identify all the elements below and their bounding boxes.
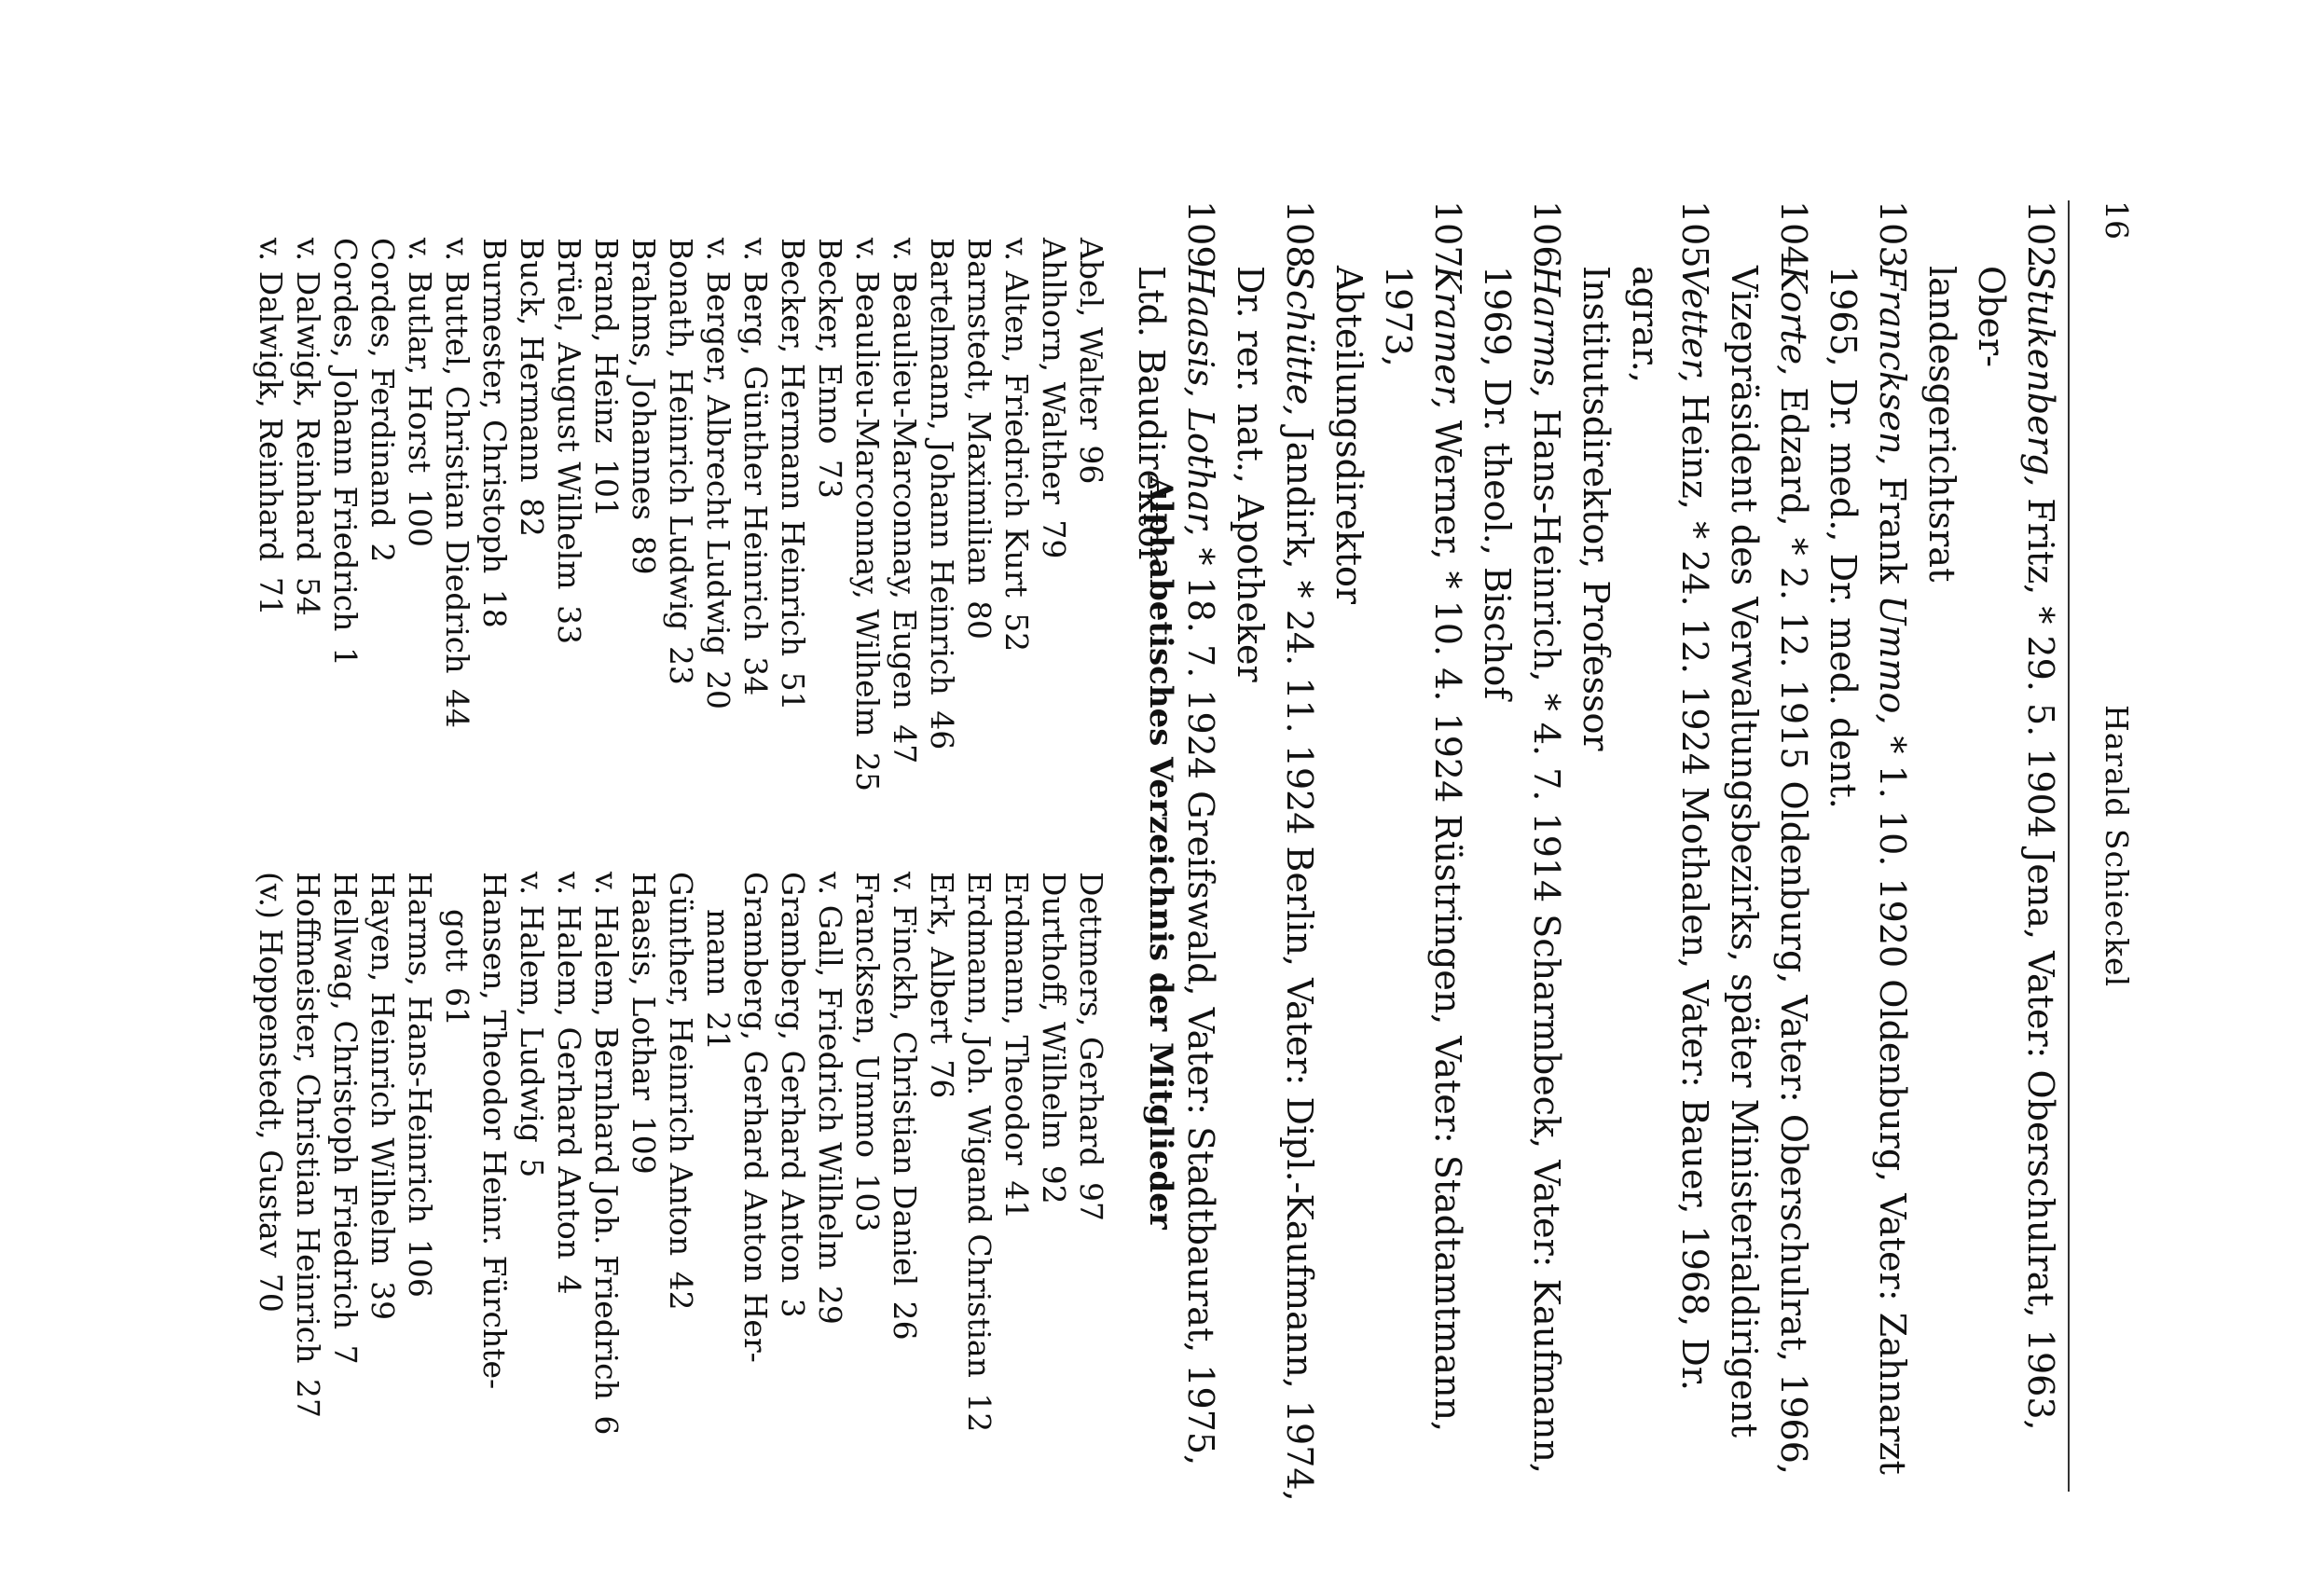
index-entry-name: Harms, Hans-Heinrich — [402, 872, 438, 1224]
index-entry — [326, 872, 364, 1468]
index-entry-name: Abel, Walter — [1073, 238, 1109, 430]
index-entry-number: 82 — [514, 498, 550, 538]
index-entry-name: mann — [700, 909, 736, 997]
index-entry-number: 26 — [887, 1300, 923, 1341]
section-title: Alphabetisches Verzeichnis der Mitglieder — [1142, 476, 1179, 1230]
index-entry — [364, 238, 401, 834]
index-entry — [326, 238, 364, 834]
index-column-left — [252, 238, 1109, 834]
index-entry-name: Erdmann, Joh. Wigand Christian — [961, 872, 998, 1378]
index-entry-name: Hayen, Heinrich Wilhelm — [365, 872, 401, 1266]
index-entry-number: 103 — [849, 1173, 886, 1232]
index-entry-number: 73 — [812, 459, 848, 499]
index-entry-name: Francksen, Ummo — [849, 872, 886, 1159]
index-entry-name: Gramberg, Gerhard Anton Her- — [737, 872, 774, 1363]
index-entry-name: v. Gall, Friedrich Wilhelm — [812, 872, 848, 1271]
index-entry — [699, 238, 736, 834]
index-entry-number: 80 — [961, 600, 998, 640]
index-entry-number: 1 — [327, 646, 364, 667]
index-entry — [475, 238, 513, 834]
index-entry-name: gott — [439, 909, 475, 972]
index-entry-name: Brand, Heinz — [588, 238, 625, 444]
index-entry — [438, 872, 475, 1468]
entry-107: 107 Kramer, Werner, * 10. 4. 1924 Rüstringen, Vater: Stadtamtmann, 1973, Abteilungsdirektor — [1328, 200, 1468, 1433]
index-entry — [401, 238, 438, 834]
index-entry-number: 89 — [626, 535, 662, 575]
index-entry — [662, 872, 699, 1468]
running-head-author: Harald Schieckel — [2099, 704, 2135, 988]
index-entry-name: Ahlhorn, Walther — [1036, 238, 1072, 504]
index-entry-number: 23 — [663, 645, 699, 685]
index-entry — [960, 238, 998, 834]
index-entry-number: 25 — [849, 752, 886, 792]
index-entry — [998, 872, 1035, 1468]
index-entry-name: Cordes, Ferdinand — [365, 238, 401, 528]
index-entry — [252, 238, 289, 834]
index-entry — [513, 872, 550, 1468]
index-entry-number: 101 — [588, 459, 625, 518]
index-entry-number: 70 — [253, 1273, 289, 1313]
index-entry-number: 76 — [924, 1059, 960, 1099]
index-entry — [587, 872, 625, 1468]
index-entry — [475, 872, 513, 1468]
index-entry-number: 52 — [998, 612, 1035, 653]
index-entry — [774, 872, 811, 1468]
index-entry-name: Becker, Enno — [812, 238, 848, 445]
index-entry-number: 92 — [1036, 1164, 1072, 1204]
index-entry — [513, 238, 550, 834]
index-entry — [289, 872, 326, 1468]
index-entry-number: 4 — [551, 1274, 587, 1295]
index-entry-number: 109 — [626, 1115, 662, 1175]
index-entry-number: 61 — [439, 987, 475, 1027]
index-entry-number: 96 — [1073, 445, 1109, 485]
index-entry — [848, 238, 886, 834]
index-entry-name: Burmester, Christoph — [476, 238, 513, 574]
index-entry-number: 3 — [775, 1298, 811, 1318]
index-entry — [886, 872, 923, 1468]
index-entry-number: 2 — [365, 543, 401, 563]
entry-106: 106 Harms, Hans-Heinrich, * 4. 7. 1914 Scharmbeck, Vater: Kaufmann, 1969, Dr. theol., Bischof — [1477, 200, 1567, 1474]
index-entry-number: 51 — [775, 671, 811, 711]
index-entry-number: 7 — [327, 1344, 364, 1365]
index-entry-name: Brüel, August Wilhelm — [551, 238, 587, 590]
index-entry-name: Buck, Hermann — [514, 238, 550, 483]
entry-104: 104 Korte, Edzard, * 2. 12. 1915 Oldenburg, Vater: Oberschulrat, 1966, Vizepräsident des Verwaltungsbezirks, später Ministerialdirigent — [1724, 200, 1814, 1475]
index-entry — [1072, 872, 1109, 1468]
index-entry-number: 54 — [290, 576, 326, 616]
entry-102: 102 Stukenberg, Fritz, * 29. 5. 1904 Jena, Vater: Oberschulrat, 1963, Ober- landesgerichtsrat — [1921, 200, 2061, 1431]
index-entry — [848, 872, 886, 1468]
index-entry — [662, 238, 699, 834]
index-entry — [625, 238, 662, 834]
entry-103: 103 Francksen, Frank Ummo, * 1. 10. 1920 Oldenburg, Vater: Zahnarzt 1965, Dr. med., Dr. med. dent. — [1823, 200, 1913, 1475]
index-entry — [1072, 238, 1109, 834]
index-entry — [736, 238, 774, 834]
index-entry-number: 12 — [961, 1393, 998, 1433]
index-entry — [736, 872, 774, 1468]
index-entry — [1035, 238, 1072, 834]
index-entry — [923, 238, 960, 834]
index-entry-name: v. Dalwigk, Reinhard — [290, 238, 326, 562]
index-entry-number: 39 — [365, 1281, 401, 1321]
index-entry-number: 106 — [402, 1238, 438, 1298]
index-entry-name: Hoffmeister, Christian Heinrich — [290, 872, 326, 1364]
index-entry-name: v. Butlar, Horst — [402, 238, 438, 474]
index-entry — [252, 872, 289, 1468]
index-entry-name: Brahms, Johannes — [626, 238, 662, 521]
index-entry-name: (v.) Hoppenstedt, Gustav — [253, 872, 289, 1259]
index-entry-name: Erk, Albert — [924, 872, 960, 1044]
index-entry-number: 18 — [476, 588, 513, 628]
index-entry-number: 27 — [290, 1379, 326, 1419]
index-entry-number: 71 — [253, 576, 289, 616]
index-entry — [886, 238, 923, 834]
index-entry-name: Becker, Hermann Heinrich — [775, 238, 811, 657]
index-entry-name: Cordes, Johann Friedrich — [327, 238, 364, 632]
index-entry-name: Durthoff, Wilhelm — [1036, 872, 1072, 1150]
page-number: 16 — [2099, 200, 2135, 240]
index-entry-number: 21 — [700, 1011, 736, 1051]
index-entry — [960, 872, 998, 1468]
index-entry-name: Barnstedt, Maximilian — [961, 238, 998, 585]
index-entry-name: v. Berg, Günther Heinrich — [737, 238, 774, 641]
member-entries — [1126, 200, 2065, 1506]
index-entry-name: Dettmers, Gerhard — [1073, 872, 1109, 1167]
index-entry-name: v. Halem, Bernhard Joh. Friedrich — [588, 872, 625, 1400]
index-entry-number: 33 — [551, 605, 587, 645]
index-entry — [811, 238, 848, 834]
index-entry-number: 5 — [514, 1158, 550, 1178]
index-entry-name: Hellwag, Christoph Friedrich — [327, 872, 364, 1330]
index-entry-number: 29 — [812, 1285, 848, 1325]
index-entry-name: v. Beaulieu-Marconnay, Eugen — [887, 238, 923, 709]
index-entry — [625, 872, 662, 1468]
index-entry-number: 41 — [998, 1180, 1035, 1220]
index-entry-number: 44 — [439, 689, 475, 729]
index-entry-name: Bartelmann, Johann Heinrich — [924, 238, 960, 695]
index-entry-number: 46 — [924, 710, 960, 750]
entry-105: 105 Vetter, Heinz, * 24. 12. 1924 Mothalen, Vater: Bauer, 1968, Dr. agrar., Institutsdirektor, Professor — [1576, 200, 1715, 1391]
index-entry-name: Bonath, Heinrich Ludwig — [663, 238, 699, 631]
index-column-right — [252, 872, 1109, 1468]
index-entry-number: 34 — [737, 656, 774, 696]
index-entry-name: Hansen, Theodor Heinr. Fürchte- — [476, 872, 513, 1390]
index-entry-number: 20 — [700, 670, 736, 710]
index-entry — [774, 238, 811, 834]
page-header — [2068, 200, 2172, 1492]
index-entry — [1035, 872, 1072, 1468]
index-entry — [550, 238, 587, 834]
index-entry — [699, 872, 736, 1468]
index-entry — [401, 872, 438, 1468]
index-entry-name: v. Dalwigk, Reinhard — [253, 238, 289, 562]
index-entry-number: 100 — [402, 488, 438, 547]
index-entry-name: v. Halem, Ludwig — [514, 872, 550, 1143]
index-entry — [587, 238, 625, 834]
index-entry — [923, 872, 960, 1468]
index-entry-number: 97 — [1073, 1182, 1109, 1222]
index-entry-name: Günther, Heinrich Anton — [663, 872, 699, 1257]
index-entry — [438, 238, 475, 834]
index-entry — [998, 238, 1035, 834]
index-entry-name: v. Buttel, Christian Diedrich — [439, 238, 475, 674]
index-entry-name: v. Finckh, Christian Daniel — [887, 872, 923, 1286]
entry-108: 108 Schütte, Jandirk, * 24. 11. 1924 Berlin, Vater: Dipl.-Kaufmann, 1974, Dr. rer. nat., Apotheker — [1230, 200, 1320, 1502]
index-entry — [550, 872, 587, 1468]
index-entry-name: Gramberg, Gerhard Anton — [775, 872, 811, 1284]
index-entry — [364, 872, 401, 1468]
index-entry-number: 6 — [588, 1415, 625, 1436]
entry-109: 109 Haasis, Lothar, * 18. 7. 1924 Greifswald, Vater: Stadtbaurat, 1975, Ltd. Baudirektor — [1131, 200, 1221, 1466]
index-entry-name: v. Halem, Gerhard Anton — [551, 872, 587, 1259]
index-entry-name: Haasis, Lothar — [626, 872, 662, 1101]
index-entry-name: v. Alten, Friedrich Kurt — [998, 238, 1035, 598]
index-entry-number: 42 — [663, 1271, 699, 1311]
index-entry-number: 47 — [887, 724, 923, 764]
index-entry-number: 79 — [1036, 519, 1072, 559]
index-entry-name: v. Berger, Albrecht Ludwig — [700, 238, 736, 655]
index-entry-name: Erdmann, Theodor — [998, 872, 1035, 1165]
index-entry-name: v. Beaulieu-Marconnay, Wilhelm — [849, 238, 886, 737]
index-entry — [289, 238, 326, 834]
index-entry — [811, 872, 848, 1468]
